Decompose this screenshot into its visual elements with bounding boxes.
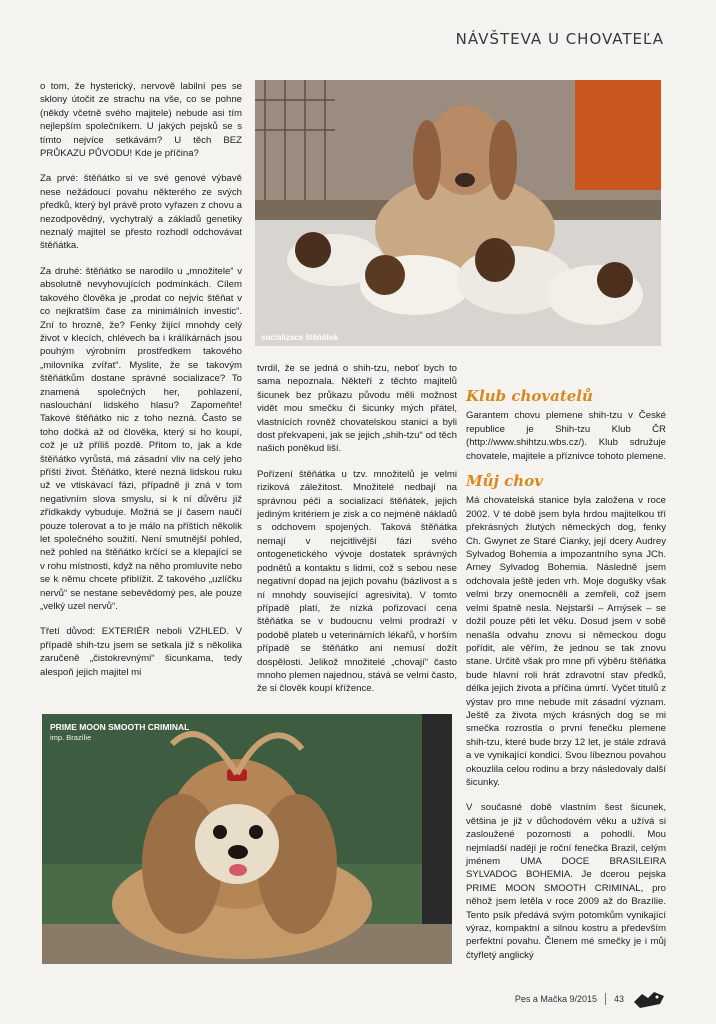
section-header: NÁVŠTEVA U CHOVATEĽA (455, 30, 664, 48)
paragraph: Garantem chovu plemene shih-tzu v České republice je Shih-tzu Klub ČR (http://www.shihtzu.wbs.cz/). Klub sdružuje chovatele, majitele a příznivce tohoto plemene. (466, 410, 666, 462)
shih-tzu-photo (42, 714, 452, 964)
text-column-3 (466, 388, 666, 974)
puppies-photo (255, 80, 661, 346)
paragraph: tvrdil, že se jedná o shih-tzu, neboť bych to sama nepoznala. Někteří z těchto majitelů šicunek bez průkazu původu měli možnost vidět mou smečku či šicunky mých přátel, vlastnících rovněž chovatelskou stanici a byli dost překvapeni, jak se jejich „shih-tzu“ od těch našich poněkud liší. (257, 363, 457, 455)
text-column-2 (257, 362, 457, 708)
dog-cat-logo-icon (632, 988, 666, 1010)
footer-divider (605, 993, 606, 1005)
paragraph: Třetí důvod: EXTERIÉR neboli VZHLED. V případě shih-tzu jsem se setkala již s několika zaručeně „čistokrevnými“ šicunkama, tedy alespoň jejich majitel mi (40, 626, 242, 678)
text-column-1 (40, 80, 242, 691)
photo-caption: socializace štěňátek (261, 333, 338, 342)
puppies-illustration (255, 80, 661, 346)
paragraph: Pořízení štěňátka u tzv. množitelů je velmi riziková záležitost. Množitelé nedbají na správnou péči a socializaci štěňátek, jejich jediným kritériem je zisk a co nejméně nákladů s odchovem spojených. Taková štěňátka nemají v nejcitlivější fázi svého ontogenetického vývoje dostatek správných podnětů a kontaktu s lidmi, což s sebou nese negativní dopad na jejich povahu (bázlivost a s ní mnohdy související agresivita). V tomto případě platí, že nízká pořizovací cena štěňátka se v budoucnu velmi prodraží v podobě plateb u veterinárních lékařů, v horším případě se štěňátko ani nemusí dožít dospělosti. Jelikož množitelé „chovají“ často mnoho plemen najednou, stává se velmi často, že si člověk koupí křížence. (257, 468, 457, 695)
subheading: Můj chov (466, 472, 543, 491)
page-number: 43 (613, 994, 624, 1004)
paragraph: Za druhé: štěňátko se narodilo u „množitele“ v absolutně nevyhovujících podmínkách. Cílem takového člověka je „prodat co nejvíc štěňat v co nejkratším čase za minimálních investic“. Zní to hrozně, že? Fenky žijící mnohdy celý život v klecích, chlévech ba i králíkárnách jsou pouhým výrobním prostředkem takového „milovníka zvířat“. Myslite, že se takovým štěňátkům dostane správné socializace? To znamená společných her, pohlazení, naslouchání lidského hlasu? Zapomeňte! Takové štěňátko nic z toho nezná. Často se toho dočká až od člověka, který si ho koupí, což je už příliš pozdě. Přitom to, jak a kde štěňátko vyrůstá, má zásadní vliv na celý jeho příští život. Štěňátko, které nezná lidskou ruku už ve vtiskávací fázi, případně ji zná v tom negativním slova smyslu, si k ní důvěru již zřídkakdy vybuduje. Možná se jí časem naučí pouze tolerovat a to je málo na příštích několik let společného soužití. Není smutnější pohled, než pohled na štěňátko krčící se a klepající se v rohu místnosti, když na něho promluvíte nebo se k němu chcete přiblížit. Z takového „uzlíčku nervů“ se nestane sebevědomý pes, ale pouze „velký uzel nervů“. (40, 265, 242, 613)
paragraph: o tom, že hysterický, nervově labilní pes se sklony útočit ze strachu na vše, co se pohne (někdy včetně svého majitele) nebude asi tím nejlepším společníkem. U jakých pejsků se s tímto nejvíce setkávám? U těch BEZ PRŮKAZU PŮVODU! Kde je příčina? (40, 81, 242, 160)
subheading: Klub chovatelů (466, 387, 593, 405)
photo-caption-subtitle: imp. Brazílie (50, 733, 92, 742)
paragraph: V současné době vlastním šest šicunek, většina je již v důchodovém věku a užívá si zasloužené pozornosti a pohodlí. Mou nejmladší nadějí je roční fenečka Brazil, celým jménem UMA DOCE BRASILEIRA SYLVADOG BOHEMIA. Je dcerou pejska PRIME MOON SMOOTH CRIMINAL, pro něhož jsem letěla v roce 2009 až do Brazílie. Tento psík předává svým potomkům vynikající výraz, kompaktní a silnou kostru a především perfektní povahu. Členem mé smečky je i můj čtyřletý anglický (466, 802, 666, 961)
shih-tzu-illustration (42, 714, 452, 964)
paragraph: Má chovatelská stanice byla založena v roce 2002. V té době jsem byla hrdou majitelkou tří překrásných žlutých německých dog, fenky Ch. Gwynet ze Staré Cianky, její dcery Audrey Sylvadog Bohemia a impozantního syna JCh. Arney Sylvadog Bohemia. Následně jsem odchovala ještě jeden vrh. Moje dogušky však velmi brzy onemocněli a zemřeli, což jsem velmi špatně nesla. Nejstarší – Arnýsek – se dožil pouze pěti let věku. Dosud jsem v sobě nenašla odvahu znovu si německou dogu pořídit, ale věřím, že jednou se tak znovu stane. Určitě však pro mne při výběru štěňátka bude hlavní roli hrát zdravotní stav předků, délka jejich života a příčina úmrtí. Vyčet titulů z výstav pro mne nebude mít zásadní význam. Ještě za života mých krásných dog se mi smečka rozrostla o první fenečku plemene shih-tzu, které bude brzy 12 let, je stále zdravá a ve vynikající kondici. Svou líbeznou povahou okouzlila celou rodinu a brzy následovaly další šicunky. (466, 495, 666, 788)
page-footer (515, 988, 666, 1010)
paragraph: Za prvé: štěňátko si ve své genové výbavě nese nežádoucí povahu některého ze svých předků, který byl právě proto vyřazen z chovu a nezodpovědný, vychytralý a základů genetiky neznalý majitel se přesto rozhodl odchovávat štěňátka. (40, 173, 242, 252)
photo-caption-title: PRIME MOON SMOOTH CRIMINAL (50, 722, 190, 732)
magazine-issue: Pes a Mačka 9/2015 (514, 994, 597, 1004)
